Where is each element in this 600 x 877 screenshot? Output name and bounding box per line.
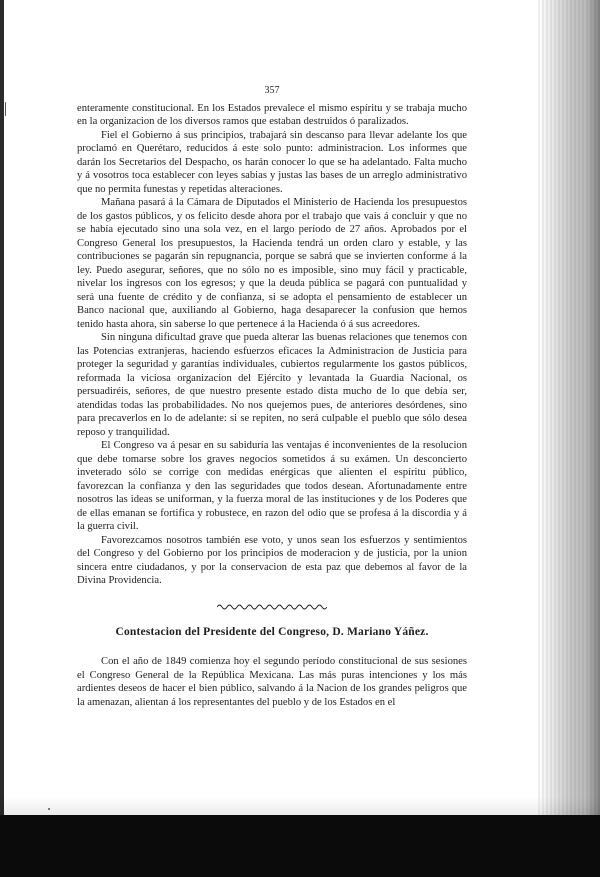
paragraph: Con el año de 1849 comienza hoy el segundo período constitucional de sus sesiones el Congreso General de la República Mexicana. Las más puras intenciones y los más ardientes deseos de hacer el bien público, salvando á la Nacion de los grandes peligros que la amenazan, alientan á los representantes del pueblo y de los Estados en el — [77, 656, 467, 708]
paragraph: Fiel el Gobierno á sus principios, trabajará sin descanso para llevar adelante los que proclamó en Querétaro, reducidos á este solo punto: administracion. Los informes que darán los Secretarios del Despacho, os harán conocer lo que se ha adelantado. Falta mucho y á vosotros toca establecer con leyes sabias y justas las bases de un arreglo administrativo que no permita funestas y repetidas alteraciones. — [77, 129, 467, 195]
scan-right-dark-edge — [586, 0, 600, 877]
scan-bottom-bar — [0, 815, 600, 877]
wavy-divider — [77, 602, 467, 612]
wavy-divider-icon — [217, 603, 327, 611]
paragraph: Favorezcamos nosotros también ese voto, y unos sean los esfuerzos y sentimientos del Congreso y del Gobierno por los principios de moderacion y de justicia, por la union sincera entre ciudadanos, y por la conservacion de esta paz que debemos al favor de la Divina Providencia. — [77, 534, 467, 586]
paragraph: Mañana pasará á la Cámara de Diputados el Ministerio de Hacienda los presupuestos de los gastos públicos, y os felicito desde ahora por el trabajo que vais á concluir y que no se había ejecutado sino una sola vez, en el largo período de 27 años. Aprobados por el Congreso General los presupuestos, la Hacienda tendrá un orden claro y estable, y las contribuciones se pagarán sin repugnancia, porque se sabrá que se invierten conforme á la ley. Puedo asegurar, señores, que no sólo no es imposible, sino muy fácil y practicable, nivelar los ingresos con los egresos; y que la deuda pública se pagará con puntualidad y será una fuente de crédito y de confianza, si se adopta el pensamiento de establecer un Banco nacional que, auxiliando al Gobierno, haga desaparecer la confusion que hemos tenido hasta ahora, sin saberse lo que pertenece á la Hacienda ó á sus acreedores. — [77, 197, 467, 330]
paragraph: enteramente constitucional. En los Estados prevalece el mismo espíritu y se trabaja mucho en la organizacion de los diversos ramos que estaban destruidos ó paralizados. — [77, 102, 467, 127]
page-number: 357 — [264, 85, 280, 96]
paragraph: El Congreso va á pesar en su sabiduría las ventajas é inconvenientes de la resolucion que debe tomarse sobre los graves negocios sometidos á su exámen. Un desconcierto inveterado sólo se corrige con medidas enérgicas que alienten el espíritu público, favorezcan la confianza y den las seguridades que todos desean. Afortunadamente entre nosotros las ideas se uniforman, y la fuerza moral de las instituciones y de los Poderes que de ellas emanan se fortifica y robustece, en razon del odio que se profesa á la discordia y á la guerra civil. — [77, 440, 467, 532]
scan-left-edge — [0, 0, 4, 877]
paragraph: Sin ninguna dificultad grave que pueda alterar las buenas relaciones que tenemos con las Potencias extranjeras, haciendo esfuerzos eficaces la Administracion de Justicia para proteger la seguridad y garantías individuales, cubiertos regularmente los gastos públicos, reformada la viciosa organizacion del Ejército y levantada la Guardia Nacional, os persuadiréis, señores, de que nuestro presente estado dista mucho de lo que debía ser, atendidas todas las probabilidades. No nos quejemos pues, de anteriores desórdenes, sino para precaverlos en lo de adelante: si se repiten, no será culpable el pueblo que sólo desea reposo y tranquilidad. — [77, 332, 467, 438]
scan-bottom-fade — [0, 797, 600, 815]
section-title: Contestacion del Presidente del Congreso, D. Mariano Yáñez. — [115, 625, 429, 638]
text-column — [77, 84, 467, 709]
dust-speck — [48, 808, 50, 810]
dust-speck — [5, 102, 6, 116]
